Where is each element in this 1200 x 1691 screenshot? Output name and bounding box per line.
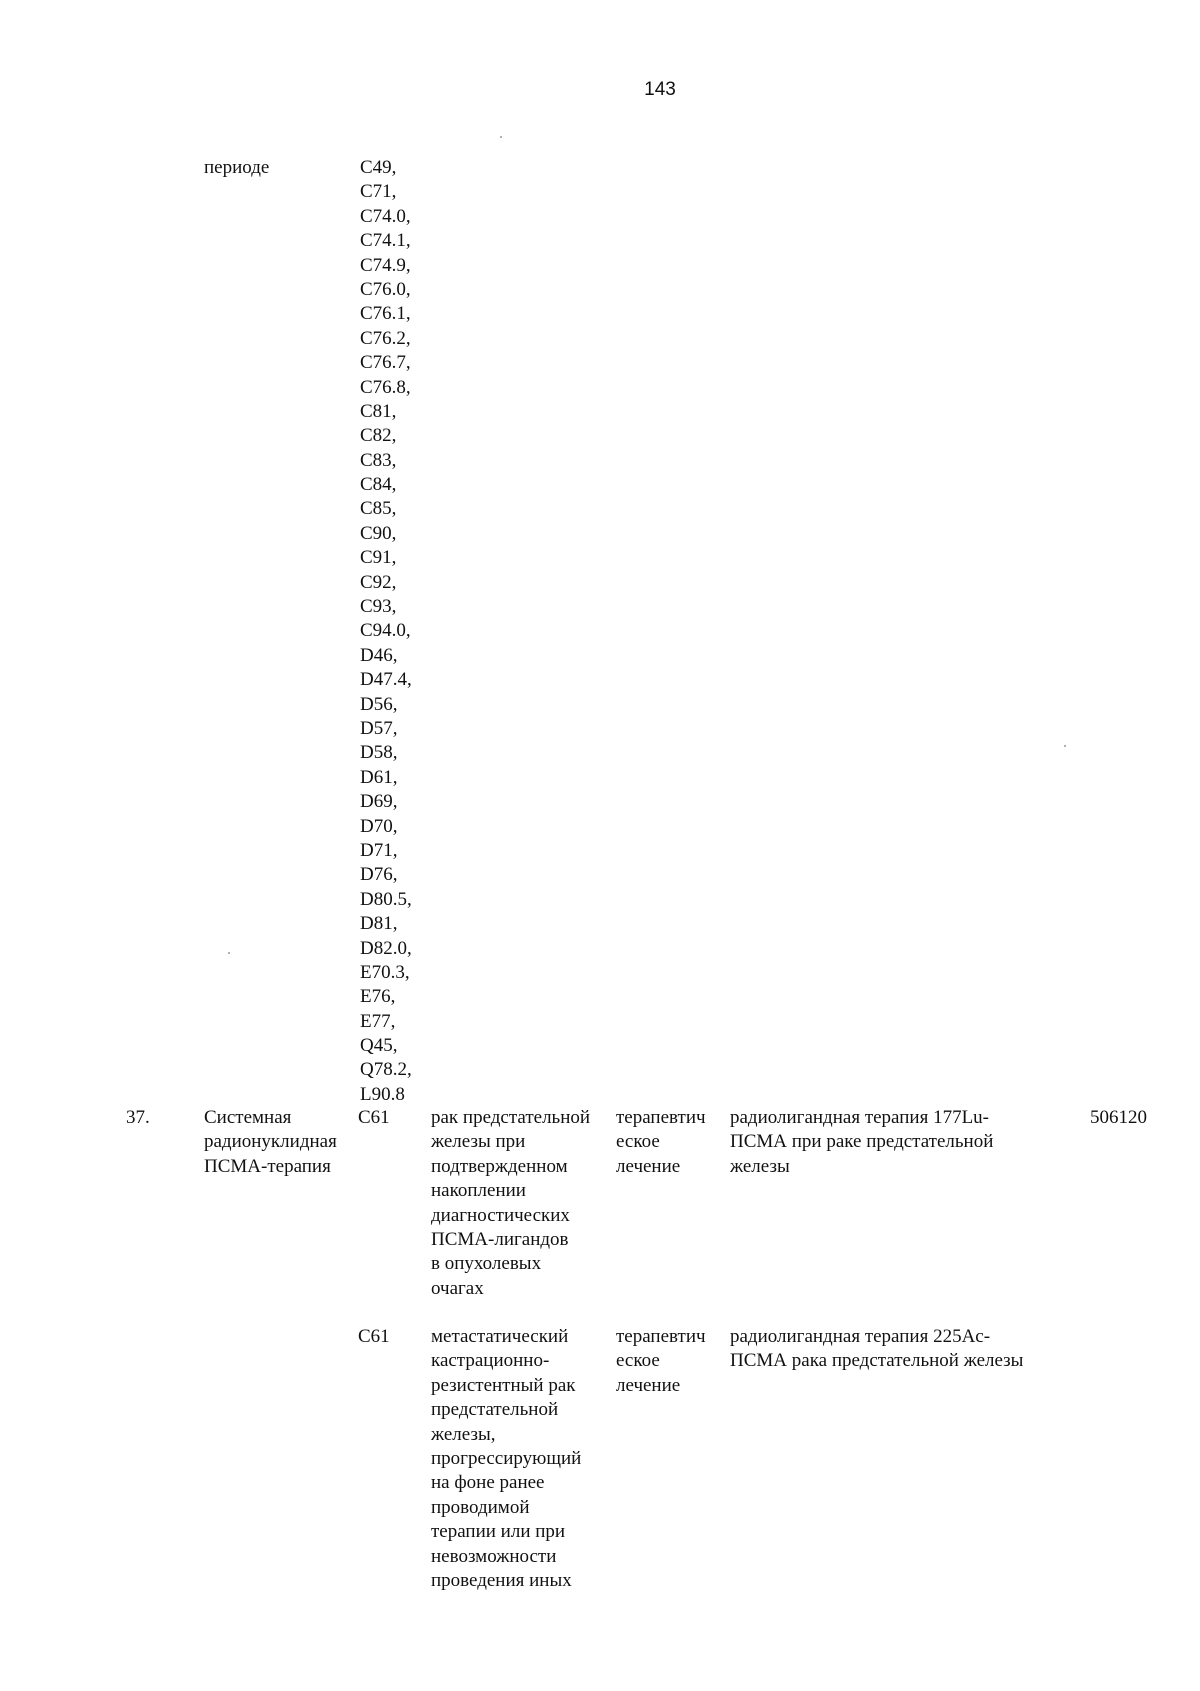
method-line: радиолигандная терапия 225Ac- (730, 1326, 991, 1347)
diagnosis-code: C85, (360, 498, 397, 520)
diagnosis-code: C76.0, (360, 278, 411, 300)
diagnosis-code: C92, (360, 571, 397, 593)
treatment-line: терапевтич (616, 1326, 706, 1347)
diagnosis-code: C91, (360, 547, 397, 569)
diagnosis-code: D58, (360, 742, 398, 764)
treatment-type (616, 1325, 706, 1398)
diagnosis-code: C74.1, (360, 230, 411, 252)
diagnosis-code: Q78.2, (360, 1059, 412, 1081)
model-line: ПСМА-лигандов (431, 1228, 569, 1250)
diagnosis-code: C83, (360, 449, 397, 471)
diagnosis-code: L90.8 (360, 1083, 405, 1105)
treatment-line: лечение (616, 1374, 681, 1396)
model-line: в опухолевых (431, 1253, 542, 1275)
diagnosis-code: C84, (360, 474, 397, 496)
diagnosis-code: C90, (360, 522, 397, 544)
patient-model (431, 1106, 590, 1301)
diagnosis-code: C82, (360, 425, 397, 447)
method-line: железы (730, 1155, 790, 1177)
diagnosis-code: D61, (360, 766, 398, 788)
method-line: ПСМА при раке предстательной (730, 1131, 994, 1153)
treatment-type (616, 1106, 706, 1179)
model-line: проведения иных (431, 1569, 572, 1591)
diagnosis-code: E76, (360, 986, 396, 1008)
treatment-line: еское (616, 1350, 660, 1372)
treatment-method (730, 1106, 993, 1179)
model-line: кастрационно- (431, 1350, 550, 1372)
diagnosis-code: D46, (360, 644, 398, 666)
diagnosis-code: D47.4, (360, 669, 412, 691)
treatment-line: еское (616, 1131, 660, 1153)
model-line: терапии или при (431, 1521, 566, 1543)
diagnosis-code: C76.2, (360, 327, 411, 349)
scan-speck (500, 136, 502, 138)
row-number: 37. (126, 1107, 150, 1128)
model-line: на фоне ранее (431, 1472, 545, 1494)
name-line: периоде (204, 157, 270, 178)
name-line: ПСМА-терапия (204, 1155, 331, 1177)
method-line: радиолигандная терапия 177Lu- (730, 1107, 989, 1128)
cost-value: 506120 (1090, 1107, 1147, 1128)
diagnosis-code: C76.7, (360, 352, 411, 374)
diagnosis-code: C71, (360, 181, 397, 203)
diagnosis-code: C93, (360, 596, 397, 618)
diagnosis-code: E70.3, (360, 961, 410, 983)
model-line: железы, (431, 1423, 496, 1445)
diagnosis-code: C76.1, (360, 303, 411, 325)
treatment-line: лечение (616, 1155, 681, 1177)
model-line: очагах (431, 1277, 484, 1299)
model-line: метастатический (431, 1326, 569, 1347)
diagnosis-code: D69, (360, 791, 398, 813)
model-line: невозможности (431, 1545, 557, 1567)
patient-model (431, 1325, 581, 1593)
name-line: радионуклидная (204, 1131, 337, 1153)
diagnosis-code: D56, (360, 693, 398, 715)
diagnosis-code: D57, (360, 717, 398, 739)
model-line: железы при (431, 1131, 526, 1153)
model-line: диагностических (431, 1204, 570, 1226)
diagnosis-code: D81, (360, 913, 398, 935)
diagnosis-code: C74.9, (360, 254, 411, 276)
diagnosis-code: C74.0, (360, 205, 411, 227)
diagnosis-code: C94.0, (360, 620, 411, 642)
diagnosis-code: C61 (358, 1107, 390, 1128)
row-name (204, 1106, 337, 1179)
diagnosis-code: D80.5, (360, 888, 412, 910)
name-line: Системная (204, 1107, 292, 1128)
diagnosis-code: Q45, (360, 1035, 398, 1057)
diagnosis-codes-list (360, 156, 412, 1107)
diagnosis-code: D82.0, (360, 937, 412, 959)
treatment-line: терапевтич (616, 1107, 706, 1128)
scan-speck (1064, 745, 1066, 747)
method-line: ПСМА рака предстательной железы (730, 1350, 1024, 1372)
treatment-method (730, 1325, 1023, 1374)
model-line: накоплении (431, 1180, 526, 1202)
model-line: рак предстательной (431, 1107, 591, 1128)
page-number: 143 (644, 79, 676, 100)
scan-speck (228, 952, 230, 954)
model-line: предстательной (431, 1399, 559, 1421)
model-line: проводимой (431, 1496, 530, 1518)
model-line: прогрессирующий (431, 1447, 582, 1469)
diagnosis-code: C49, (360, 157, 397, 178)
model-line: резистентный рак (431, 1374, 576, 1396)
diagnosis-code: D76, (360, 864, 398, 886)
model-line: подтвержденном (431, 1155, 568, 1177)
row-name-continued (204, 156, 269, 180)
diagnosis-code: C76.8, (360, 376, 411, 398)
diagnosis-code: E77, (360, 1010, 396, 1032)
diagnosis-code: C81, (360, 400, 397, 422)
diagnosis-code: C61 (358, 1326, 390, 1347)
diagnosis-code: D70, (360, 815, 398, 837)
diagnosis-code: D71, (360, 839, 398, 861)
